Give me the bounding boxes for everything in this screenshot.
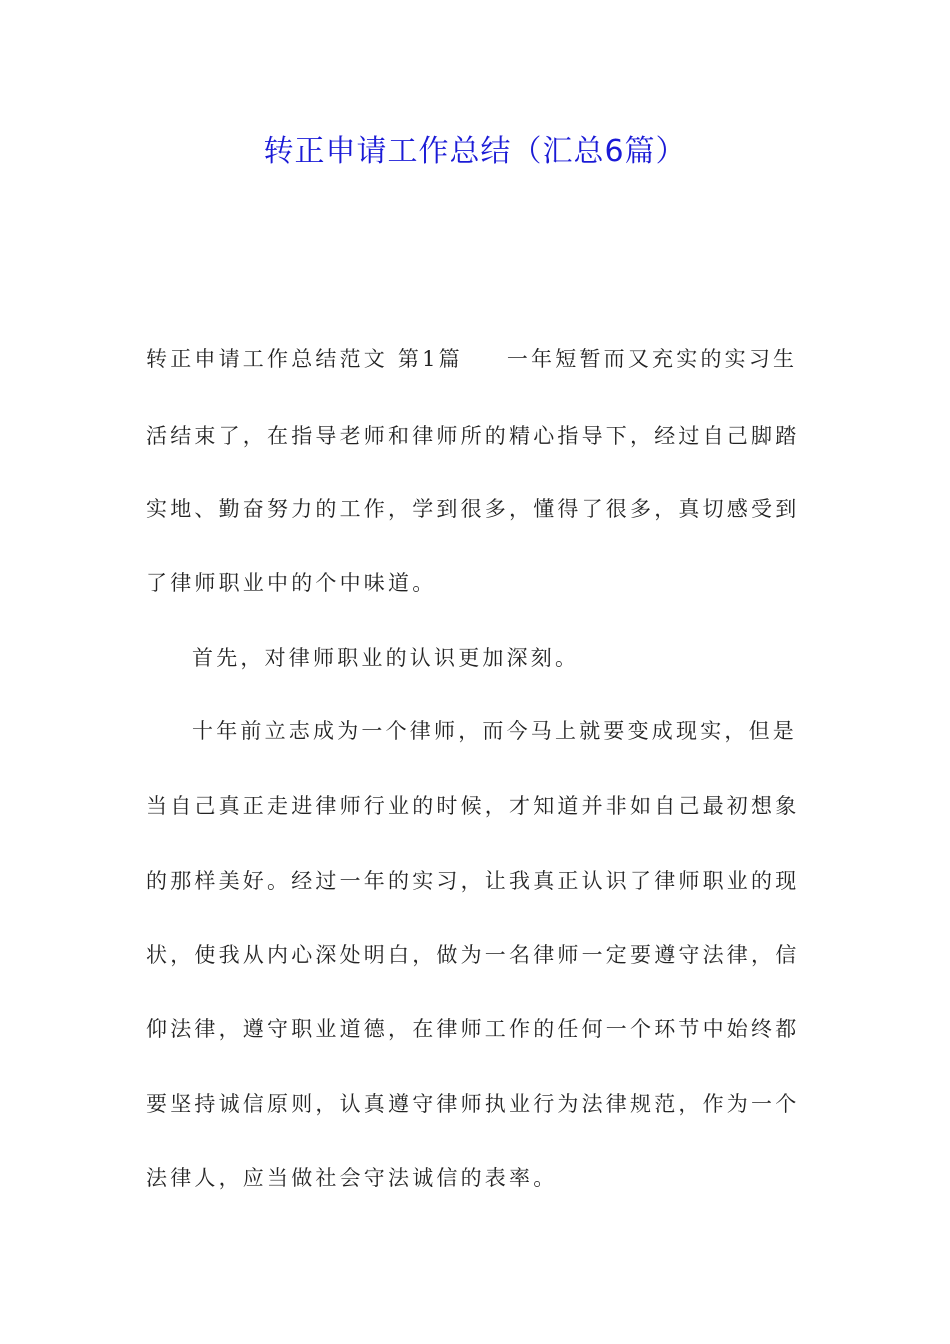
section-heading: 转正申请工作总结范文 第1篇 (146, 347, 463, 371)
paragraph-line-6: 十年前立志成为一个律师，而今马上就要变成现实，但是 (192, 719, 797, 743)
paragraph-line-2: 活结束了，在指导老师和律师所的精心指导下，经过自己脚踏 (146, 424, 800, 448)
paragraph-line-3: 实地、勤奋努力的工作，学到很多，懂得了很多，真切感受到 (146, 497, 800, 521)
paragraph-line-11: 要坚持诚信原则，认真遵守律师执业行为法律规范，作为一个 (146, 1092, 800, 1116)
paragraph-line-5: 首先，对律师职业的认识更加深刻。 (192, 646, 580, 670)
paragraph-line-8: 的那样美好。经过一年的实习，让我真正认识了律师职业的现 (146, 869, 800, 893)
paragraph-text: 一年短暂而又充实的实习生 (506, 347, 798, 371)
paragraph-line-12: 法律人，应当做社会守法诚信的表率。 (146, 1166, 558, 1190)
document-title: 转正申请工作总结（汇总6篇） (263, 134, 687, 169)
paragraph-line-9: 状，使我从内心深处明白，做为一名律师一定要遵守法律，信 (146, 943, 800, 967)
paragraph-line-7: 当自己真正走进律师行业的时候，才知道并非如自己最初想象 (146, 794, 800, 818)
paragraph-line-4: 了律师职业中的个中味道。 (146, 571, 437, 595)
paragraph-line-10: 仰法律，遵守职业道德，在律师工作的任何一个环节中始终都 (146, 1017, 800, 1041)
paragraph-line-1 (146, 344, 806, 374)
